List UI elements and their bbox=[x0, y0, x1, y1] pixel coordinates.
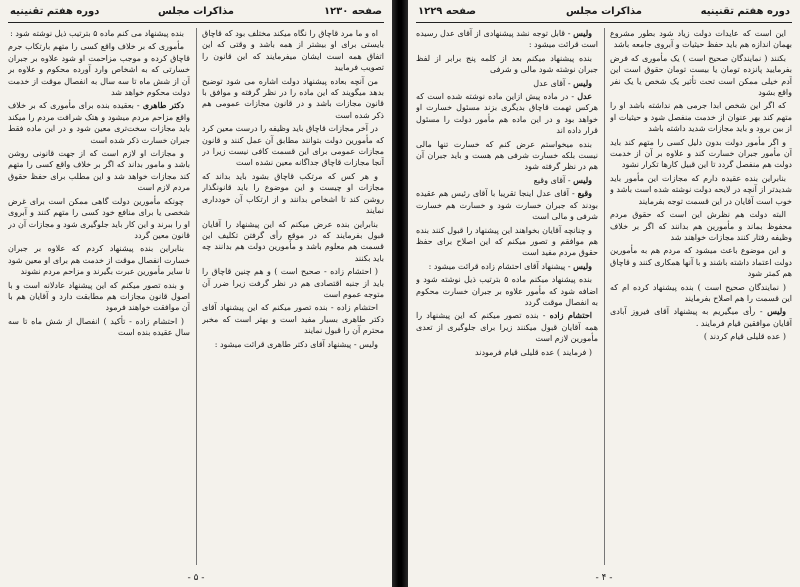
left-header-rule bbox=[8, 22, 384, 23]
paragraph-text: و چنانچه آقایان بخواهند این پیشنهاد را قبول کنند بنده هم موافقم و تصور میکنم که این اصلاح برای حفظ حقوق مردم مفید است bbox=[416, 225, 598, 258]
paragraph-text: و بنده تصور میکنم که این پیشنهاد عادلانه است و با اصول قانون مجازات هم مطابقت دارد و آقایان هم با آن موافقت خواهند فرمود bbox=[8, 280, 190, 313]
paragraph-text: بنابراین بنده عرض میکنم که این پیشنهاد را آقایان قبول بفرمایند که در موقع رأی گرفتن تکلیف این قسمت هم معلوم باشد و مأمورین دولت هم بدانند چه باید بکنند bbox=[202, 219, 384, 263]
left-page-right-column bbox=[202, 28, 384, 565]
paragraph bbox=[610, 282, 792, 305]
paragraph bbox=[416, 78, 598, 89]
right-page-number: صفحه ۱۲۲۹ bbox=[418, 6, 477, 17]
speaker-name: ولیس bbox=[573, 260, 592, 271]
paragraph-text: بنده پیشنهاد میکنم بعد از کلمه پنج برابر از لفظ جبران نوشته شود مالی و شرفی bbox=[416, 53, 598, 75]
paragraph-text: من آنچه بعاده پیشنهاد دولت اشاره می شود توضیح بدهد میگویند که این ماده را در نظر گرفته و موافق با قانون مجازات باشد و در قانون مجازات عمومی هم ذکر شده است bbox=[202, 76, 384, 120]
paragraph-text: - بعقیده بنده برای مأموری که بر خلاف واقع مزاحم مردم میشود و هتک شرافت مردم را میکند باید مجازات سخت‌تری معین شود و در این ماده فقط جبران خسارت ذکر شده است bbox=[8, 101, 190, 145]
paragraph-text: و مجازات او لازم است که از جهت قانونی روشن باشد و مامور بداند که اگر بر خلاف واقع کسی را متهم کند مجازات خواهد شد و این مطلب برای حفظ حقوق مردم لازم است bbox=[8, 149, 190, 193]
paragraph-text: ( نمایندگان صحیح است ) بنده پیشنهاد کرده ام که این قسمت را هم اصلاح بفرمایند bbox=[610, 282, 792, 303]
paragraph bbox=[416, 347, 598, 358]
paragraph bbox=[610, 331, 792, 342]
paragraph bbox=[416, 225, 598, 259]
right-column-divider bbox=[604, 28, 605, 565]
paragraph-text: بنده میخواستم عرض کنم که خسارت تنها مالی نیست بلکه خسارت شرفی هم هست و باید جبران آن هم در نظر گرفته شود bbox=[416, 139, 598, 172]
paragraph-text: بنده پیشنهاد میکنم ماده ۵ بترتیب ذیل نوشته شود و اضافه شود که مأمور علاوه بر جبران خسارت محکوم به انفصال موقت گردد bbox=[416, 275, 598, 307]
paragraph bbox=[202, 28, 384, 74]
paragraph-text: - در ماده پیش ازاین ماده نوشته شده است که هرکس تهمت قاچاق بدیگری بزند مسئول خسارت او خواهد بود و در این ماده هم مأمور دولت را مسئول قرار داده اند bbox=[416, 92, 598, 136]
left-page-left-column bbox=[8, 28, 190, 565]
paragraph-text: که اگر این شخص ابدا جرمی هم نداشته باشد او را متهم کند بهر عنوان از خدمت منفصل شود و حیثیات او از بین برود و باید مجازات شدید داشته باشد bbox=[610, 101, 792, 134]
paragraph bbox=[416, 175, 598, 186]
left-page-footer: - ۵ - bbox=[187, 573, 205, 583]
speaker-name: عدل bbox=[577, 91, 592, 102]
paragraph-text: مأموری که بر خلاف واقع کسی را متهم بارتکاب جرم قاچاق کرده و موجب مزاحمت او شود علاوه بر جبران خسارتی که به اشخاص وارد آورده محکوم و علاوه بر آن از شش ماه تا سه سال به انفصال موقت از خدمت دولت محکوم خواهد شد bbox=[8, 42, 190, 98]
paragraph-text: بنابراین بنده پیشنهاد کردم که علاوه بر جبران خسارت انفصال موقت از خدمت هم برای او معین شود تا سایر مأمورین عبرت بگیرند و مزاحم مردم نشوند bbox=[8, 244, 190, 277]
paragraph bbox=[202, 266, 384, 300]
paragraph-text: ( عده قلیلی قیام کردند ) bbox=[703, 332, 786, 342]
paragraph-text: و هر کس که مرتکب قاچاق بشود باید بداند که مجازات او چیست و این موضوع را باید قانونگذار روشن کند تا اشخاص بدانند و از ارتکاب آن خودداری نمایند bbox=[202, 171, 384, 216]
book-gutter bbox=[392, 0, 408, 587]
left-page-session: دوره هفتم تقنینیه bbox=[10, 6, 100, 17]
right-header-rule bbox=[416, 22, 792, 23]
paragraph bbox=[416, 91, 598, 137]
paragraph bbox=[416, 261, 598, 272]
paragraph bbox=[416, 28, 598, 51]
right-page-left-column bbox=[416, 28, 598, 565]
right-page-footer: - ۴ - bbox=[595, 573, 613, 583]
paragraph bbox=[610, 28, 792, 51]
paragraph bbox=[610, 137, 792, 171]
paragraph-text: در آخر مجازات قاچاق باید وظیفه را درست معین کرد که مأمورین دولت بتوانند مطابق آن عمل کنند و قانون مجازات عمومی برای این قسمت کافی نیست زیرا در آنجا مجازات قاچاق جداگانه معین نشده است bbox=[202, 124, 384, 168]
paragraph bbox=[202, 171, 384, 217]
speaker-name: ولیس bbox=[573, 28, 592, 38]
right-page-header bbox=[418, 6, 790, 22]
paragraph-text: و این موضوع باعث میشود که مردم هم به مأمورین دولت اعتماد داشته باشند و با آنها همکاری کنند و قاچاق هم کمتر شود bbox=[610, 246, 792, 279]
speaker-name: ولیس bbox=[573, 77, 592, 88]
speaker-name: دکتر طاهری bbox=[142, 100, 185, 111]
speaker-name: ولیس bbox=[573, 174, 592, 185]
paragraph-text: چونکه مأمورین دولت گاهی ممکن است برای غرض شخصی یا برای منافع خود کسی را متهم کنند و آبروی او را ببرند و این کار باید جلوگیری شود و مجازات آن در قانون معین گردد bbox=[8, 196, 190, 240]
paragraph bbox=[416, 53, 598, 76]
paragraph bbox=[610, 100, 792, 134]
right-page-session: دوره هفتم تقنینیه bbox=[700, 6, 790, 17]
paragraph bbox=[202, 302, 384, 336]
paragraph-text: - بنده تصور میکنم که این پیشنهاد را همه آقایان قبول میکنند زیرا برای جلوگیری از تعدی مأمورین لازم است bbox=[416, 311, 598, 344]
left-column-divider bbox=[196, 28, 197, 565]
left-page-number: صفحه ۱۲۳۰ bbox=[323, 6, 382, 17]
paragraph bbox=[202, 123, 384, 169]
paragraph bbox=[416, 188, 598, 222]
paragraph bbox=[610, 53, 792, 99]
paragraph-text: البته دولت هم نظرش این است که حقوق مردم محفوظ بماند و مأمورین هم بدانند که اگر بر خلاف وظیفه رفتار کنند مجازات خواهند شد bbox=[610, 210, 792, 242]
paragraph-text: - رأی میگیریم به پیشنهاد آقای فیروز آبادی آقایان موافقین قیام فرمایند . bbox=[610, 307, 792, 328]
paragraph bbox=[202, 339, 384, 350]
paragraph-text: ( احتشام زاده - تأکید ) انفصال از شش ماه تا سه سال عقیده بنده است bbox=[8, 316, 190, 338]
left-page bbox=[0, 0, 392, 587]
speaker-name: احتشام زاده bbox=[549, 310, 593, 321]
right-page bbox=[408, 0, 800, 587]
paragraph bbox=[8, 196, 190, 242]
paragraph bbox=[202, 76, 384, 122]
paragraph-text: این است که عایدات دولت زیاد شود بطور مشروع بهمان اندازه هم باید حفظ حیثیات و آبروی جامعه باشد bbox=[610, 29, 792, 50]
right-page-title: مذاکرات مجلس bbox=[565, 6, 643, 17]
paragraph bbox=[202, 219, 384, 265]
paragraph-text: بکنند ( نمایندگان صحیح است ) یک مأموری که فرض بفرمایید پانزده تومان یا بیست تومان حقوق است این آدم خیلی ممکن است تحت تأثیر یک شخص یا یک نفر واقع بشود bbox=[610, 53, 792, 98]
paragraph-text: ولیس - پیشنهاد آقای دکتر طاهری قرائت میشود : bbox=[214, 339, 378, 349]
paragraph bbox=[8, 148, 190, 194]
paragraph-text: - آقای وقیع bbox=[533, 175, 571, 185]
paragraph-text: اه و ما مرد قاچاق را نگاه میکند مختلف بود که قاچاق بایستی برای او بیشتر از همه باشد و وقتی که این اتفاق همه است ایشان میفرمایند که این قانون را تصویب فرمایید bbox=[202, 29, 384, 73]
paragraph-text: ( احتشام زاده - صحیح است ) و هم چنین قاچاق را باید از جنبه اقتصادی هم در نظر گرفت زیرا ضرر آن متوجه عموم است bbox=[202, 267, 384, 299]
left-page-header bbox=[10, 6, 382, 22]
paragraph-text: ( فرمایند ) عده قلیلی قیام فرمودند bbox=[475, 347, 592, 357]
paragraph bbox=[416, 139, 598, 173]
paragraph-text: بنابراین بنده عقیده دارم که مجازات این مأمور باید شدیدتر از آنچه در لایحه دولت نوشته شده است باشد و خوب است آقایان در این قسمت توجه بفرمایند bbox=[610, 173, 792, 206]
speaker-name: وقیع bbox=[577, 188, 592, 199]
paragraph-text: احتشام زاده - بنده تصور میکنم که این پیشنهاد آقای دکتر طاهری بسیار مفید است و بهتر است که مخبر محترم آن را قبول نمایند bbox=[202, 303, 384, 336]
paragraph bbox=[610, 306, 792, 329]
paragraph bbox=[8, 100, 190, 146]
paragraph bbox=[610, 209, 792, 243]
paragraph bbox=[610, 173, 792, 207]
paragraph bbox=[8, 41, 190, 98]
paragraph bbox=[416, 274, 598, 308]
speaker-name: ولیس bbox=[767, 306, 787, 317]
paragraph-text: - آقای عدل bbox=[533, 78, 571, 88]
paragraph bbox=[416, 310, 598, 344]
paragraph-text: و اگر مأمور دولت بدون دلیل کسی را متهم کند باید آن مأمور جبران خسارت کند و علاوه بر آن از خدمت دولت هم منفصل گردد تا این قبیل کارها تکرار نشود bbox=[610, 137, 792, 170]
paragraph-text: - قابل توجه نشد پیشنهادی از آقای عدل رسیده است قرائت میشود : bbox=[416, 29, 598, 50]
right-page-right-column bbox=[610, 28, 792, 565]
paragraph-text: - آقای عدل اینجا تقریبا با آقای رئیس هم عقیده بودند که جبران خسارت شود و خسارت هم خسارت شرفی و مالی است bbox=[416, 189, 598, 222]
paragraph-text: بنده پیشنهاد می کنم ماده ۵ بترتیب ذیل نوشته شود : bbox=[10, 29, 184, 38]
left-page-title: مذاکرات مجلس bbox=[157, 6, 235, 17]
paragraph bbox=[8, 28, 190, 39]
paragraph bbox=[8, 280, 190, 314]
paragraph bbox=[8, 316, 190, 339]
paragraph bbox=[8, 243, 190, 277]
paragraph-text: - پیشنهاد آقای احتشام زاده قرائت میشود : bbox=[428, 261, 571, 271]
paragraph bbox=[610, 245, 792, 279]
